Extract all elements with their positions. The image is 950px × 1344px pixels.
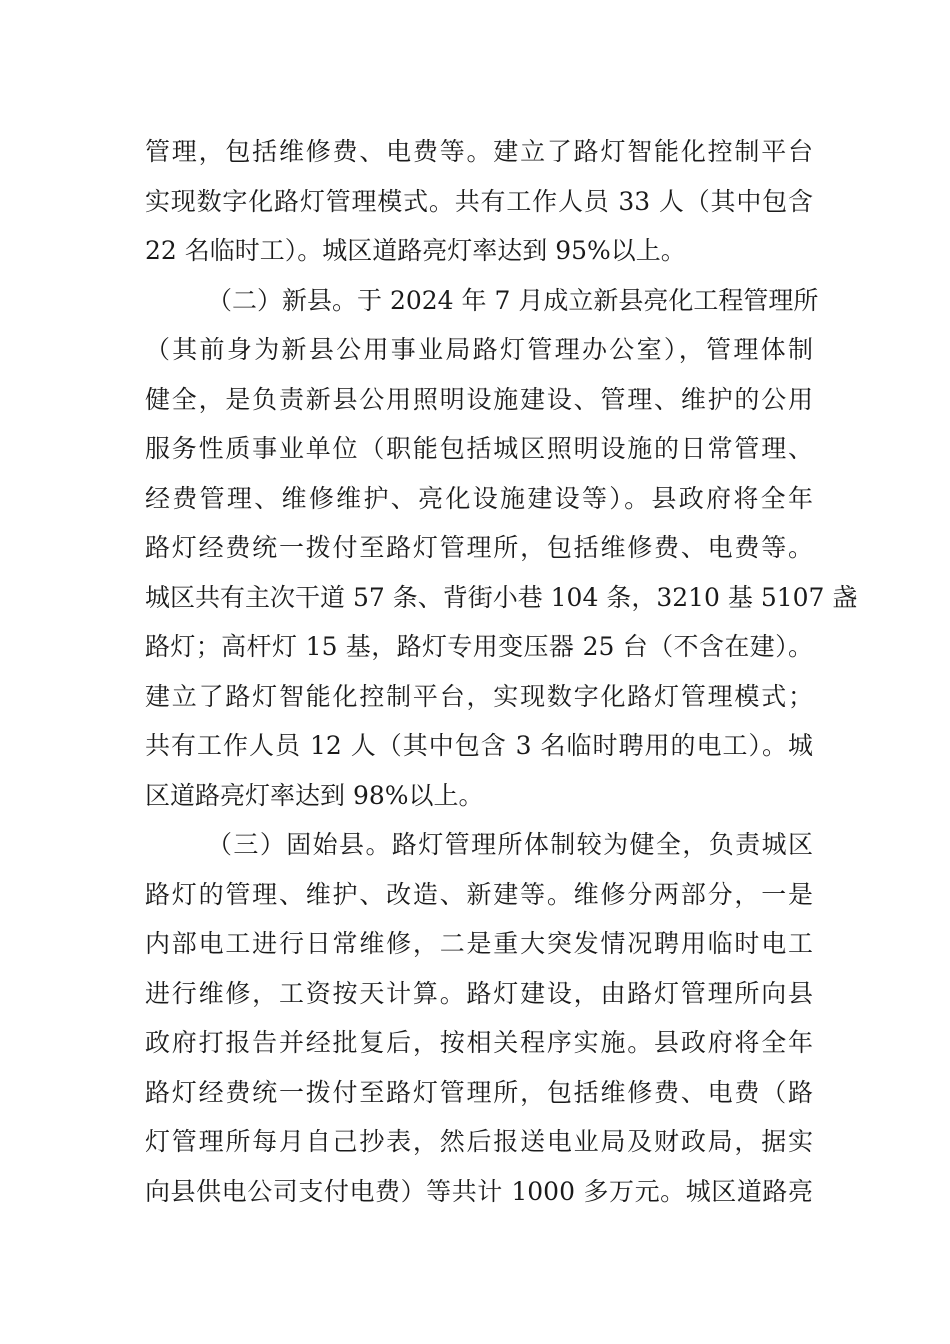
text-line: 路灯的管理、维护、改造、新建等。维修分两部分，一是 [145, 879, 813, 909]
text-line: 健全，是负责新县公用照明设施建设、管理、维护的公用 [145, 384, 813, 414]
text-line: （三）固始县。路灯管理所体制较为健全，负责城区 [207, 830, 813, 859]
text-line: 22 名临时工）。城区道路亮灯率达到 95%以上。 [145, 236, 686, 265]
text-line: 向县供电公司支付电费）等共计 1000 多万元。城区道路亮 [145, 1176, 813, 1206]
text-line: 灯管理所每月自己抄表，然后报送电业局及财政局，据实 [145, 1127, 813, 1156]
paragraph-2 [145, 276, 858, 821]
text-line: 共有工作人员 12 人（其中包含 3 名临时聘用的电工）。城 [145, 731, 813, 760]
text-line: 路灯；高杆灯 15 基，路灯专用变压器 25 台（不含在建）。 [145, 632, 813, 661]
text-line: 经费管理、维修维护、亮化设施建设等）。县政府将全年 [145, 483, 813, 513]
text-line: 政府打报告并经批复后，按相关程序实施。县政府将全年 [145, 1028, 813, 1057]
text-line: 路灯经费统一拨付至路灯管理所，包括维修费、电费（路 [145, 1077, 813, 1107]
text-line: 管理，包括维修费、电费等。建立了路灯智能化控制平台 [145, 137, 813, 166]
document-body [145, 127, 858, 1216]
text-line: 服务性质事业单位（职能包括城区照明设施的日常管理、 [145, 434, 813, 463]
text-line: 路灯经费统一拨付至路灯管理所，包括维修费、电费等。 [145, 533, 813, 562]
text-line: 城区共有主次干道 57 条、背街小巷 104 条，3210 基 5107 盏 [145, 582, 858, 612]
paragraph-1 [145, 127, 813, 276]
text-line: 区道路亮灯率达到 98%以上。 [145, 780, 484, 810]
paragraph-3 [145, 820, 813, 1216]
text-line: 建立了路灯智能化控制平台，实现数字化路灯管理模式； [145, 681, 813, 711]
text-line: 进行维修，工资按天计算。路灯建设，由路灯管理所向县 [145, 978, 813, 1008]
text-line: 实现数字化路灯管理模式。共有工作人员 33 人（其中包含 [145, 186, 813, 216]
text-line: （其前身为新县公用事业局路灯管理办公室），管理体制 [145, 335, 813, 364]
text-line: （二）新县。于 2024 年 7 月成立新县亮化工程管理所 [207, 285, 819, 315]
text-line: 内部电工进行日常维修，二是重大突发情况聘用临时电工 [145, 929, 813, 958]
